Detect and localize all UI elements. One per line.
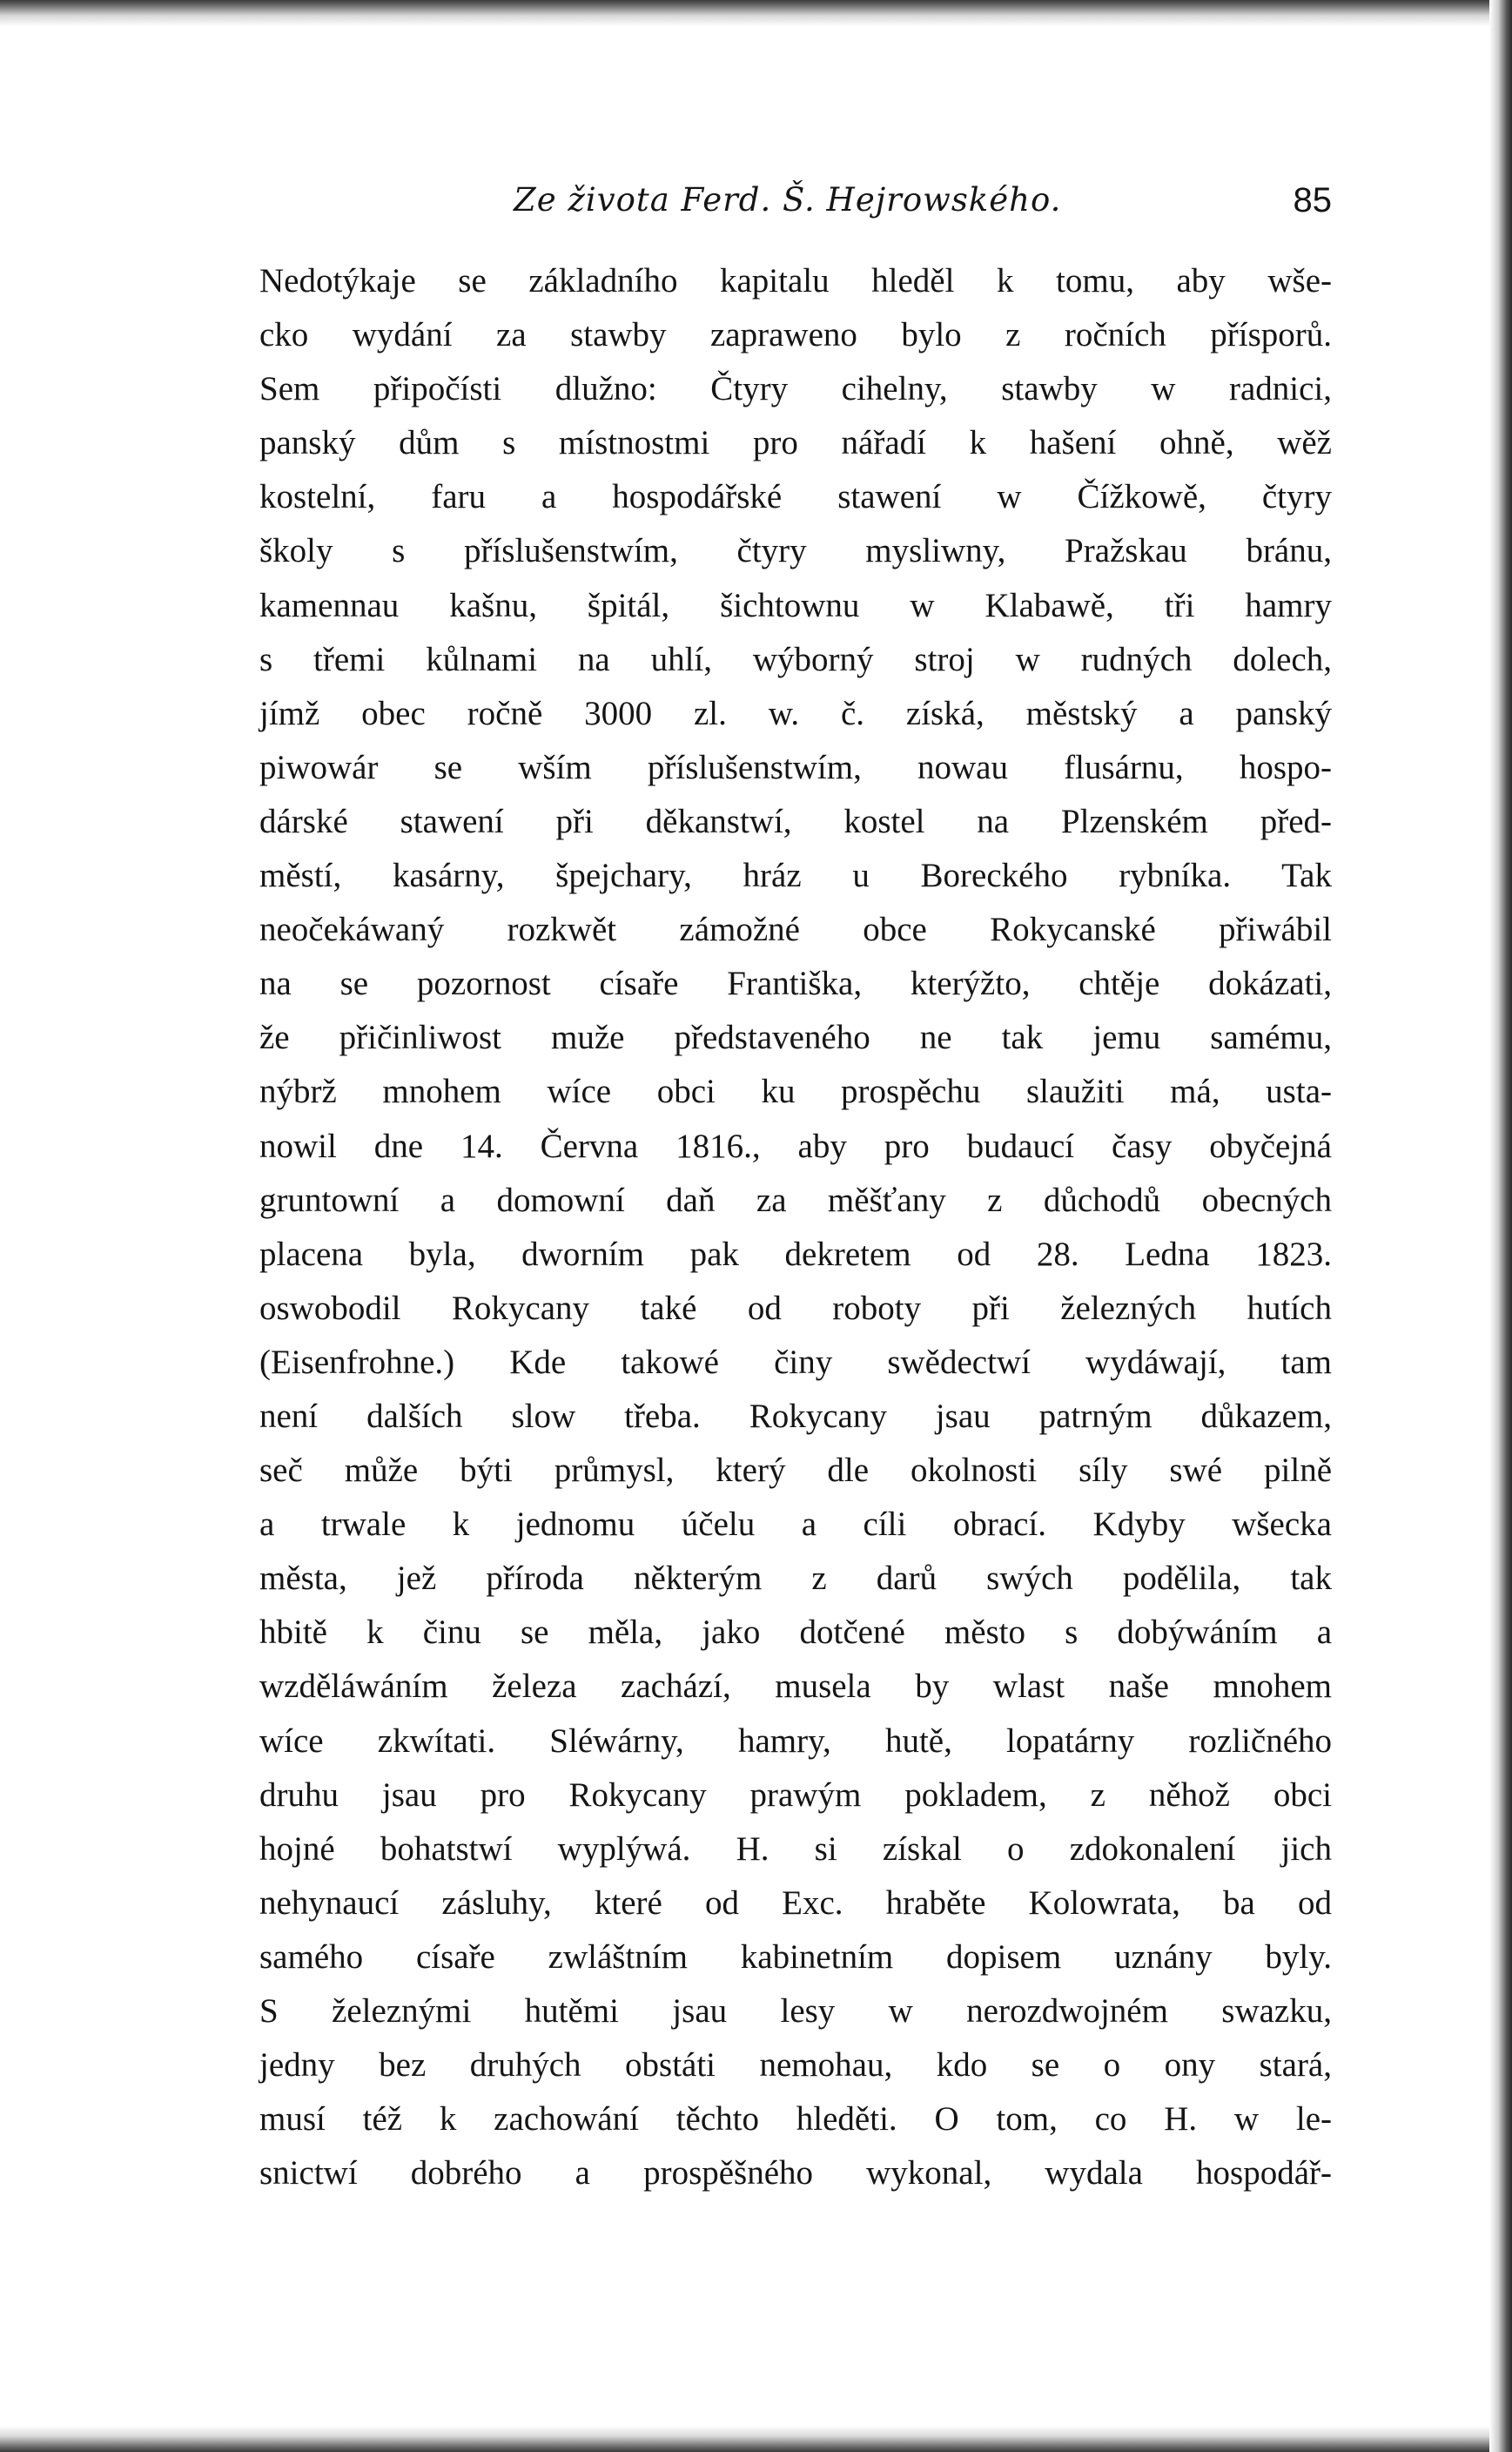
text-line: seč může býti průmysl, který dle okolnosti síly swé pilně: [259, 1452, 1332, 1490]
text-line: není dalších slow třeba. Rokycany jsau patrným důkazem,: [259, 1397, 1332, 1435]
text-line: kamennau kašnu, špitál, šichtownu w Klabawě, tři hamry: [259, 586, 1332, 624]
text-line: školy s příslušenstwím, čtyry mysliwny, Pražskau bránu,: [259, 532, 1332, 570]
text-line: wíce zkwítati. Sléwárny, hamry, hutě, lopatárny rozličného: [259, 1721, 1332, 1760]
text-line: na se pozornost císaře Františka, kterýžto, chtěje dokázati,: [259, 965, 1332, 1003]
text-line: a trwale k jednomu účelu a cíli obrací. Kdyby wšecka: [259, 1506, 1332, 1544]
text-line: městí, kasárny, špejchary, hráz u Boreckého rybníka. Tak: [259, 857, 1332, 895]
scan-edge-bottom: [0, 2426, 1512, 2452]
text-line: Nedotýkaje se základního kapitalu hleděl k tomu, aby wše-: [259, 262, 1332, 300]
text-line: gruntowní a domowní daň za měšťany z důchodů obecných: [259, 1181, 1332, 1219]
scan-edge-top: [0, 0, 1512, 26]
text-line: nehynaucí zásluhy, které od Exc. hraběte Kolowrata, ba od: [259, 1883, 1332, 1922]
scan-edge-right: [1489, 0, 1512, 2452]
page-header: [514, 174, 1332, 226]
text-line: (Eisenfrohne.) Kde takowé činy swědectwí wydáwají, tam: [259, 1343, 1332, 1381]
text-line: hojné bohatstwí wyplýwá. H. si získal o zdokonalení jich: [259, 1829, 1332, 1868]
text-line: hbitě k činu se měla, jako dotčené město s dobýwáním a: [259, 1613, 1332, 1652]
text-line: musí též k zachowání těchto hleděti. O tom, co H. w le-: [259, 2100, 1332, 2139]
text-line: cko wydání za stawby zapraweno bylo z ročních přísporů.: [259, 316, 1332, 354]
text-line: neočekáwaný rozkwět zámožné obce Rokycanské přiwábil: [259, 911, 1332, 949]
running-title: Ze života Ferd. Š. Hejrowského.: [514, 181, 1062, 219]
text-line: S železnými hutěmi jsau lesy w nerozdwojném swazku,: [259, 1992, 1332, 2030]
text-line: samého císaře zwláštním kabinetním dopisem uznány byly.: [259, 1937, 1332, 1976]
text-line: druhu jsau pro Rokycany prawým pokladem, z něhož obci: [259, 1775, 1332, 1814]
text-line: jedny bez druhých obstáti nemohau, kdo se o ony stará,: [259, 2046, 1332, 2085]
page-number: 85: [1293, 181, 1332, 219]
text-line: kostelní, faru a hospodářské stawení w Čížkowě, čtyry: [259, 478, 1332, 516]
text-line: wzděláwáním železa zachází, musela by wlast naše mnohem: [259, 1667, 1332, 1706]
text-line: panský dům s místnostmi pro nářadí k hašení ohně, wěž: [259, 424, 1332, 462]
text-line: s třemi kůlnami na uhlí, wýborný stroj w rudných dolech,: [259, 640, 1332, 678]
text-line: nowil dne 14. Června 1816., aby pro budaucí časy obyčejná: [259, 1127, 1332, 1165]
text-line: města, jež příroda některým z darů swých podělila, tak: [259, 1559, 1332, 1598]
body-text: [259, 254, 1332, 2200]
text-line: nýbrž mnohem wíce obci ku prospěchu slaužiti má, usta-: [259, 1073, 1332, 1111]
text-line: dárské stawení při děkanstwí, kostel na Plzenském před-: [259, 802, 1332, 840]
text-line: jímž obec ročně 3000 zl. w. č. získá, městský a panský: [259, 694, 1332, 732]
text-line: že přičinliwost muže představeného ne tak jemu samému,: [259, 1019, 1332, 1057]
text-line: piwowár se wším příslušenstwím, nowau flusárnu, hospo-: [259, 748, 1332, 786]
text-line: snictwí dobrého a prospěšného wykonal, wydala hospodář-: [259, 2154, 1332, 2193]
text-line: oswobodil Rokycany také od roboty při železných hutích: [259, 1289, 1332, 1327]
text-line: placena byla, dworním pak dekretem od 28. Ledna 1823.: [259, 1235, 1332, 1273]
text-line: Sem připočísti dlužno: Čtyry cihelny, stawby w radnici,: [259, 370, 1332, 408]
